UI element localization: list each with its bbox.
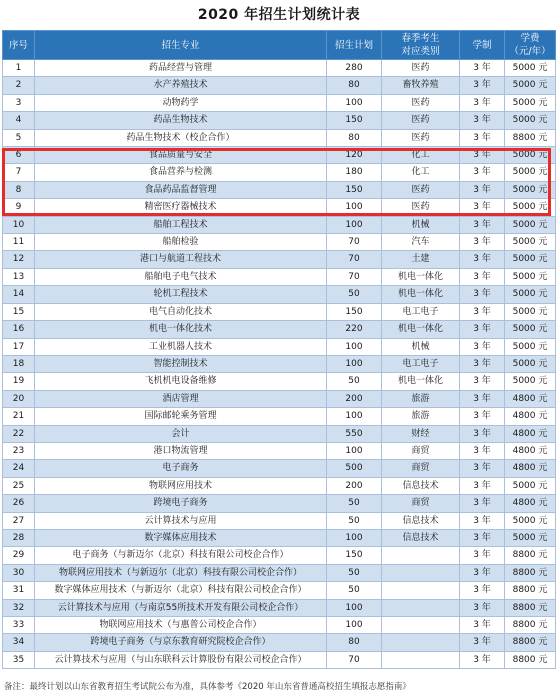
cell-category: 机电一体化 bbox=[382, 321, 460, 338]
cell-duration: 3 年 bbox=[460, 338, 505, 355]
cell-plan: 100 bbox=[327, 338, 382, 355]
cell-duration: 3 年 bbox=[460, 564, 505, 581]
cell-major: 国际邮轮乘务管理 bbox=[35, 408, 327, 425]
cell-index: 22 bbox=[3, 425, 35, 442]
table-row bbox=[3, 164, 556, 181]
cell-tuition: 5000 元 bbox=[505, 338, 556, 355]
cell-plan: 70 bbox=[327, 651, 382, 668]
cell-category: 信息技术 bbox=[382, 477, 460, 494]
cell-index: 3 bbox=[3, 94, 35, 111]
cell-plan: 100 bbox=[327, 355, 382, 372]
cell-index: 14 bbox=[3, 286, 35, 303]
cell-duration: 3 年 bbox=[460, 512, 505, 529]
cell-plan: 80 bbox=[327, 129, 382, 146]
cell-major: 会计 bbox=[35, 425, 327, 442]
cell-duration: 3 年 bbox=[460, 582, 505, 599]
cell-major: 轮机工程技术 bbox=[35, 286, 327, 303]
table-row bbox=[3, 390, 556, 407]
cell-duration: 3 年 bbox=[460, 373, 505, 390]
cell-index: 25 bbox=[3, 477, 35, 494]
cell-category: 信息技术 bbox=[382, 512, 460, 529]
table-row bbox=[3, 425, 556, 442]
cell-tuition: 5000 元 bbox=[505, 60, 556, 77]
col-header-duration: 学制 bbox=[460, 31, 505, 60]
cell-category: 商贸 bbox=[382, 460, 460, 477]
cell-tuition: 5000 元 bbox=[505, 512, 556, 529]
cell-category: 汽车 bbox=[382, 234, 460, 251]
cell-tuition: 5000 元 bbox=[505, 181, 556, 198]
cell-index: 20 bbox=[3, 390, 35, 407]
cell-index: 11 bbox=[3, 234, 35, 251]
cell-major: 数字媒体应用技术（与新迈尔（北京）科技有限公司校企合作） bbox=[35, 582, 327, 599]
col-header-tuition-line2: （元/年） bbox=[509, 46, 551, 57]
cell-category: 电工电子 bbox=[382, 355, 460, 372]
enrollment-table bbox=[2, 30, 556, 669]
cell-duration: 3 年 bbox=[460, 60, 505, 77]
cell-tuition: 8800 元 bbox=[505, 564, 556, 581]
cell-index: 34 bbox=[3, 634, 35, 651]
cell-plan: 50 bbox=[327, 495, 382, 512]
cell-category: 医药 bbox=[382, 181, 460, 198]
cell-major: 飞机机电设备维修 bbox=[35, 373, 327, 390]
table-body bbox=[3, 60, 556, 669]
cell-plan: 50 bbox=[327, 286, 382, 303]
cell-tuition: 5000 元 bbox=[505, 529, 556, 546]
cell-plan: 280 bbox=[327, 60, 382, 77]
cell-index: 2 bbox=[3, 77, 35, 94]
cell-major: 跨境电子商务 bbox=[35, 495, 327, 512]
cell-tuition: 8800 元 bbox=[505, 582, 556, 599]
table-row bbox=[3, 251, 556, 268]
cell-category bbox=[382, 651, 460, 668]
cell-plan: 70 bbox=[327, 234, 382, 251]
cell-major: 智能控制技术 bbox=[35, 355, 327, 372]
cell-index: 23 bbox=[3, 442, 35, 459]
cell-major: 物联网应用技术 bbox=[35, 477, 327, 494]
cell-tuition: 5000 元 bbox=[505, 94, 556, 111]
cell-category: 机电一体化 bbox=[382, 373, 460, 390]
cell-plan: 200 bbox=[327, 390, 382, 407]
cell-tuition: 5000 元 bbox=[505, 251, 556, 268]
cell-category: 医药 bbox=[382, 60, 460, 77]
cell-plan: 70 bbox=[327, 251, 382, 268]
cell-category: 财经 bbox=[382, 425, 460, 442]
cell-duration: 3 年 bbox=[460, 268, 505, 285]
cell-major: 水产养殖技术 bbox=[35, 77, 327, 94]
cell-major: 数字媒体应用技术 bbox=[35, 529, 327, 546]
cell-category: 土建 bbox=[382, 251, 460, 268]
cell-duration: 3 年 bbox=[460, 77, 505, 94]
table-row bbox=[3, 77, 556, 94]
cell-major: 云计算技术与应用（与山东联科云计算股份有限公司校企合作） bbox=[35, 651, 327, 668]
cell-index: 32 bbox=[3, 599, 35, 616]
cell-major: 工业机器人技术 bbox=[35, 338, 327, 355]
cell-tuition: 5000 元 bbox=[505, 77, 556, 94]
cell-plan: 180 bbox=[327, 164, 382, 181]
cell-index: 31 bbox=[3, 582, 35, 599]
cell-duration: 3 年 bbox=[460, 408, 505, 425]
cell-category: 信息技术 bbox=[382, 529, 460, 546]
cell-category: 机电一体化 bbox=[382, 268, 460, 285]
cell-index: 9 bbox=[3, 199, 35, 216]
col-header-tuition-line1: 学费 bbox=[520, 33, 540, 44]
table-row bbox=[3, 129, 556, 146]
col-header-category-line2: 对应类别 bbox=[401, 46, 440, 57]
table-row bbox=[3, 199, 556, 216]
cell-tuition: 8800 元 bbox=[505, 599, 556, 616]
table-row bbox=[3, 460, 556, 477]
cell-index: 16 bbox=[3, 321, 35, 338]
cell-tuition: 5000 元 bbox=[505, 199, 556, 216]
table-row bbox=[3, 303, 556, 320]
table-row bbox=[3, 60, 556, 77]
cell-plan: 50 bbox=[327, 373, 382, 390]
table-row bbox=[3, 373, 556, 390]
cell-plan: 150 bbox=[327, 547, 382, 564]
cell-duration: 3 年 bbox=[460, 251, 505, 268]
cell-duration: 3 年 bbox=[460, 303, 505, 320]
cell-duration: 3 年 bbox=[460, 234, 505, 251]
cell-index: 26 bbox=[3, 495, 35, 512]
table-row bbox=[3, 651, 556, 668]
cell-tuition: 5000 元 bbox=[505, 216, 556, 233]
table-row bbox=[3, 234, 556, 251]
cell-index: 1 bbox=[3, 60, 35, 77]
cell-tuition: 5000 元 bbox=[505, 112, 556, 129]
cell-plan: 100 bbox=[327, 199, 382, 216]
cell-plan: 500 bbox=[327, 460, 382, 477]
cell-tuition: 5000 元 bbox=[505, 268, 556, 285]
cell-major: 船舶工程技术 bbox=[35, 216, 327, 233]
cell-plan: 100 bbox=[327, 529, 382, 546]
cell-category: 医药 bbox=[382, 199, 460, 216]
cell-plan: 100 bbox=[327, 599, 382, 616]
cell-duration: 3 年 bbox=[460, 112, 505, 129]
cell-duration: 3 年 bbox=[460, 495, 505, 512]
cell-plan: 50 bbox=[327, 582, 382, 599]
cell-index: 27 bbox=[3, 512, 35, 529]
cell-tuition: 5000 元 bbox=[505, 303, 556, 320]
table-row bbox=[3, 268, 556, 285]
cell-tuition: 8800 元 bbox=[505, 651, 556, 668]
cell-major: 药品经营与管理 bbox=[35, 60, 327, 77]
cell-index: 8 bbox=[3, 181, 35, 198]
cell-major: 电子商务 bbox=[35, 460, 327, 477]
cell-tuition: 8800 元 bbox=[505, 617, 556, 634]
cell-duration: 3 年 bbox=[460, 617, 505, 634]
table-row bbox=[3, 216, 556, 233]
cell-category: 旅游 bbox=[382, 390, 460, 407]
cell-index: 30 bbox=[3, 564, 35, 581]
cell-category bbox=[382, 582, 460, 599]
cell-major: 电气自动化技术 bbox=[35, 303, 327, 320]
cell-tuition: 5000 元 bbox=[505, 477, 556, 494]
cell-major: 酒店管理 bbox=[35, 390, 327, 407]
cell-tuition: 5000 元 bbox=[505, 321, 556, 338]
cell-major: 物联网应用技术（与新迈尔（北京）科技有限公司校企合作） bbox=[35, 564, 327, 581]
cell-category: 化工 bbox=[382, 147, 460, 164]
cell-index: 4 bbox=[3, 112, 35, 129]
cell-index: 12 bbox=[3, 251, 35, 268]
cell-index: 18 bbox=[3, 355, 35, 372]
page-title: 2020 年招生计划统计表 bbox=[197, 7, 361, 23]
cell-major: 动物药学 bbox=[35, 94, 327, 111]
cell-major: 跨境电子商务（与京东教育研究院校企合作） bbox=[35, 634, 327, 651]
cell-duration: 3 年 bbox=[460, 651, 505, 668]
table-row bbox=[3, 181, 556, 198]
cell-duration: 3 年 bbox=[460, 425, 505, 442]
col-header-category-line1: 春季考生 bbox=[401, 33, 440, 44]
cell-category: 化工 bbox=[382, 164, 460, 181]
cell-plan: 50 bbox=[327, 564, 382, 581]
cell-tuition: 5000 元 bbox=[505, 355, 556, 372]
cell-duration: 3 年 bbox=[460, 164, 505, 181]
cell-major: 云计算技术与应用 bbox=[35, 512, 327, 529]
cell-tuition: 4800 元 bbox=[505, 408, 556, 425]
enrollment-table-container bbox=[2, 30, 555, 669]
cell-duration: 3 年 bbox=[460, 390, 505, 407]
cell-category: 电工电子 bbox=[382, 303, 460, 320]
cell-major: 物联网应用技术（与惠普公司校企合作） bbox=[35, 617, 327, 634]
cell-tuition: 4800 元 bbox=[505, 425, 556, 442]
cell-tuition: 4800 元 bbox=[505, 390, 556, 407]
cell-duration: 3 年 bbox=[460, 147, 505, 164]
cell-index: 5 bbox=[3, 129, 35, 146]
cell-major: 食品药品监督管理 bbox=[35, 181, 327, 198]
cell-major: 港口物流管理 bbox=[35, 442, 327, 459]
table-row bbox=[3, 355, 556, 372]
cell-duration: 3 年 bbox=[460, 529, 505, 546]
cell-major: 机电一体化技术 bbox=[35, 321, 327, 338]
table-row bbox=[3, 564, 556, 581]
cell-plan: 150 bbox=[327, 303, 382, 320]
cell-index: 19 bbox=[3, 373, 35, 390]
table-row bbox=[3, 286, 556, 303]
cell-tuition: 4800 元 bbox=[505, 442, 556, 459]
cell-index: 7 bbox=[3, 164, 35, 181]
cell-index: 33 bbox=[3, 617, 35, 634]
cell-tuition: 5000 元 bbox=[505, 373, 556, 390]
cell-major: 船舶检验 bbox=[35, 234, 327, 251]
cell-category: 畜牧养殖 bbox=[382, 77, 460, 94]
cell-duration: 3 年 bbox=[460, 355, 505, 372]
cell-tuition: 4800 元 bbox=[505, 460, 556, 477]
cell-category: 旅游 bbox=[382, 408, 460, 425]
cell-duration: 3 年 bbox=[460, 547, 505, 564]
cell-major: 药品生物技术（校企合作） bbox=[35, 129, 327, 146]
cell-tuition: 8800 元 bbox=[505, 129, 556, 146]
cell-plan: 120 bbox=[327, 147, 382, 164]
cell-duration: 3 年 bbox=[460, 94, 505, 111]
col-header-major: 招生专业 bbox=[35, 31, 327, 60]
cell-index: 24 bbox=[3, 460, 35, 477]
cell-duration: 3 年 bbox=[460, 129, 505, 146]
cell-category: 医药 bbox=[382, 94, 460, 111]
cell-category: 机电一体化 bbox=[382, 286, 460, 303]
cell-plan: 150 bbox=[327, 112, 382, 129]
cell-plan: 80 bbox=[327, 77, 382, 94]
cell-duration: 3 年 bbox=[460, 442, 505, 459]
cell-index: 35 bbox=[3, 651, 35, 668]
table-row bbox=[3, 338, 556, 355]
col-header-index: 序号 bbox=[3, 31, 35, 60]
table-row bbox=[3, 321, 556, 338]
cell-plan: 220 bbox=[327, 321, 382, 338]
cell-index: 13 bbox=[3, 268, 35, 285]
table-row bbox=[3, 495, 556, 512]
table-header bbox=[3, 31, 556, 60]
cell-major: 药品生物技术 bbox=[35, 112, 327, 129]
cell-plan: 150 bbox=[327, 181, 382, 198]
table-row bbox=[3, 512, 556, 529]
table-row bbox=[3, 477, 556, 494]
cell-category bbox=[382, 634, 460, 651]
table-row bbox=[3, 529, 556, 546]
cell-category: 商贸 bbox=[382, 442, 460, 459]
cell-category bbox=[382, 564, 460, 581]
footnote: 备注：最终计划以山东省教育招生考试院公布为准，具体参考《2020 年山东省普通高校招生填报志愿指南》 bbox=[4, 682, 411, 692]
table-row bbox=[3, 547, 556, 564]
cell-category bbox=[382, 547, 460, 564]
cell-category bbox=[382, 617, 460, 634]
cell-plan: 200 bbox=[327, 477, 382, 494]
cell-major: 食品质量与安全 bbox=[35, 147, 327, 164]
cell-index: 10 bbox=[3, 216, 35, 233]
cell-plan: 70 bbox=[327, 268, 382, 285]
cell-category: 商贸 bbox=[382, 495, 460, 512]
cell-plan: 80 bbox=[327, 634, 382, 651]
cell-tuition: 5000 元 bbox=[505, 147, 556, 164]
table-row bbox=[3, 582, 556, 599]
cell-index: 17 bbox=[3, 338, 35, 355]
cell-category: 机械 bbox=[382, 216, 460, 233]
col-header-tuition bbox=[505, 31, 556, 60]
cell-plan: 100 bbox=[327, 408, 382, 425]
cell-duration: 3 年 bbox=[460, 199, 505, 216]
table-row bbox=[3, 147, 556, 164]
cell-tuition: 8800 元 bbox=[505, 547, 556, 564]
cell-duration: 3 年 bbox=[460, 216, 505, 233]
cell-plan: 550 bbox=[327, 425, 382, 442]
cell-tuition: 5000 元 bbox=[505, 164, 556, 181]
cell-index: 6 bbox=[3, 147, 35, 164]
cell-duration: 3 年 bbox=[460, 460, 505, 477]
cell-major: 电子商务（与新迈尔（北京）科技有限公司校企合作） bbox=[35, 547, 327, 564]
cell-tuition: 4800 元 bbox=[505, 495, 556, 512]
table-row bbox=[3, 408, 556, 425]
cell-category: 机械 bbox=[382, 338, 460, 355]
cell-duration: 3 年 bbox=[460, 181, 505, 198]
cell-duration: 3 年 bbox=[460, 321, 505, 338]
cell-index: 21 bbox=[3, 408, 35, 425]
table-row bbox=[3, 442, 556, 459]
table-row bbox=[3, 94, 556, 111]
cell-tuition: 5000 元 bbox=[505, 286, 556, 303]
cell-major: 精密医疗器械技术 bbox=[35, 199, 327, 216]
table-row bbox=[3, 112, 556, 129]
cell-tuition: 8800 元 bbox=[505, 634, 556, 651]
table-row bbox=[3, 634, 556, 651]
cell-major: 云计算技术与应用（与南京55所技术开发有限公司校企合作） bbox=[35, 599, 327, 616]
table-row bbox=[3, 599, 556, 616]
table-row bbox=[3, 617, 556, 634]
cell-index: 15 bbox=[3, 303, 35, 320]
cell-category bbox=[382, 599, 460, 616]
cell-duration: 3 年 bbox=[460, 477, 505, 494]
cell-tuition: 5000 元 bbox=[505, 234, 556, 251]
cell-plan: 100 bbox=[327, 216, 382, 233]
cell-major: 食品营养与检测 bbox=[35, 164, 327, 181]
cell-category: 医药 bbox=[382, 112, 460, 129]
cell-index: 28 bbox=[3, 529, 35, 546]
col-header-plan: 招生计划 bbox=[327, 31, 382, 60]
cell-index: 29 bbox=[3, 547, 35, 564]
cell-duration: 3 年 bbox=[460, 634, 505, 651]
cell-plan: 50 bbox=[327, 512, 382, 529]
cell-major: 港口与航道工程技术 bbox=[35, 251, 327, 268]
cell-plan: 100 bbox=[327, 617, 382, 634]
cell-duration: 3 年 bbox=[460, 286, 505, 303]
cell-major: 船舶电子电气技术 bbox=[35, 268, 327, 285]
cell-category: 医药 bbox=[382, 129, 460, 146]
cell-duration: 3 年 bbox=[460, 599, 505, 616]
col-header-category bbox=[382, 31, 460, 60]
cell-plan: 100 bbox=[327, 94, 382, 111]
cell-plan: 100 bbox=[327, 442, 382, 459]
